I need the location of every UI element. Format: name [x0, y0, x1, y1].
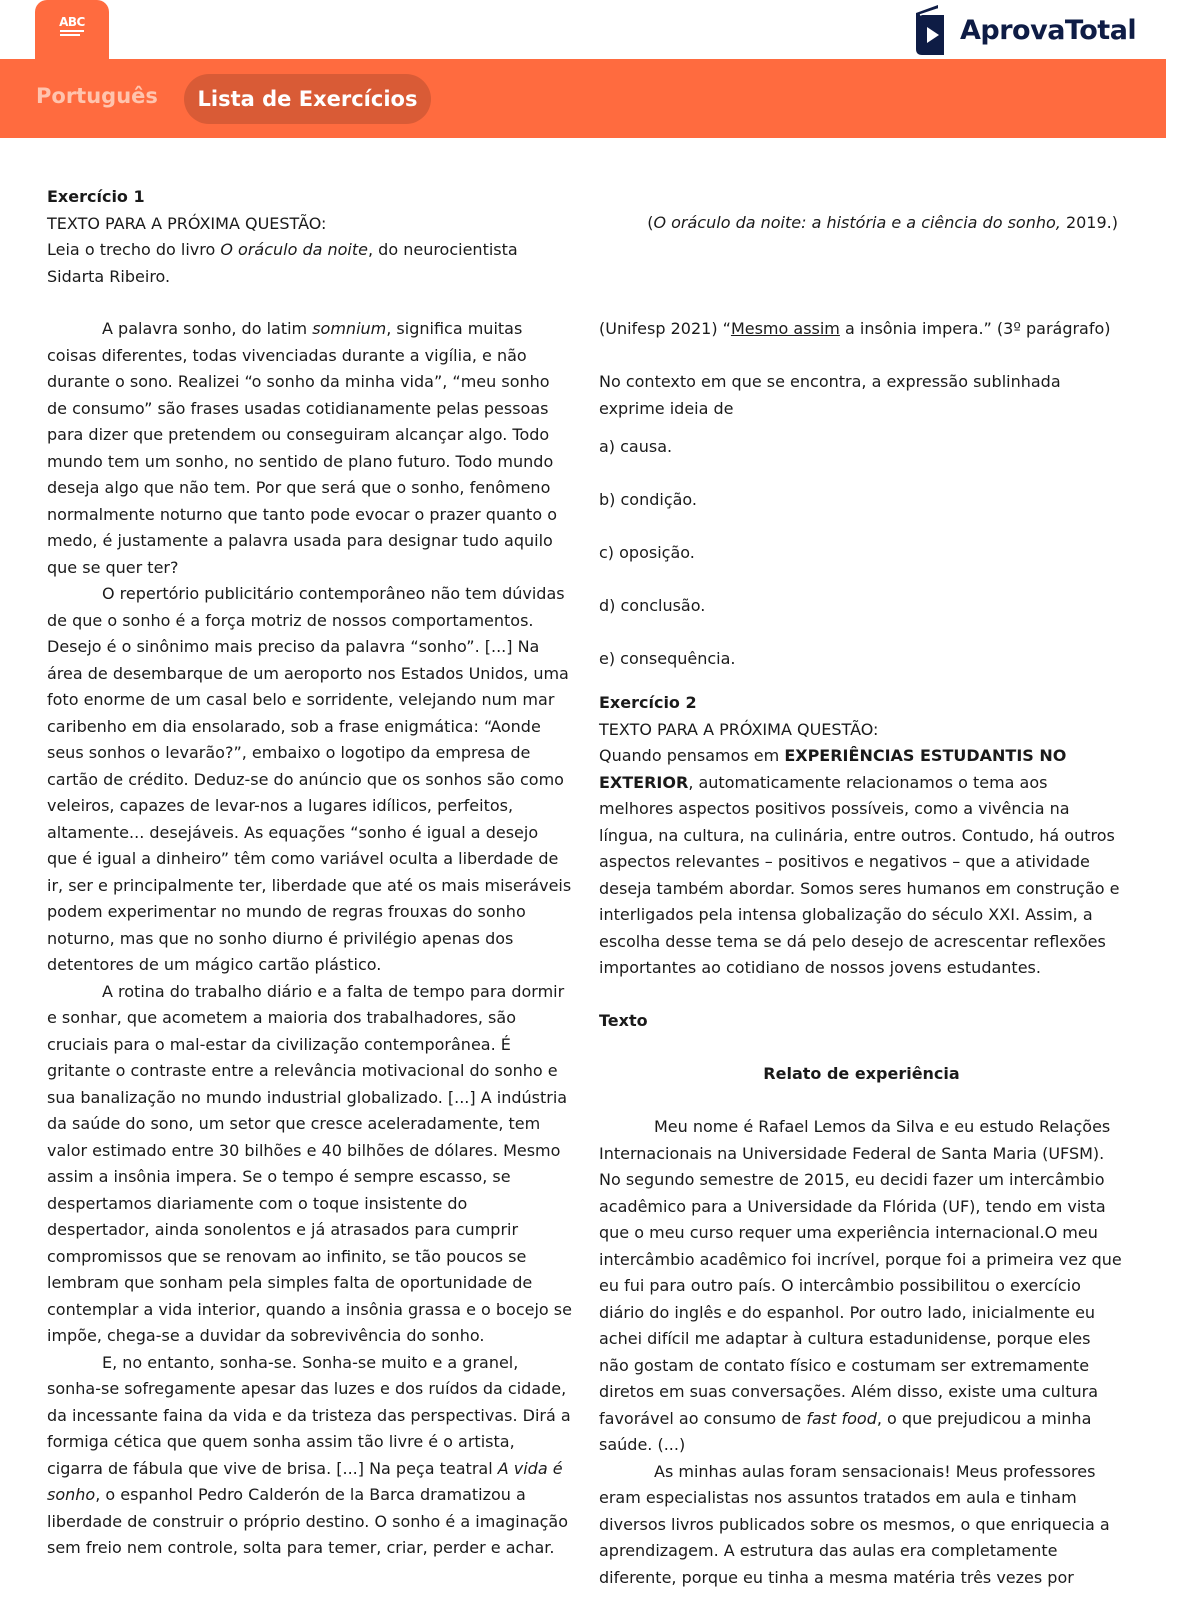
abc-icon-text: ABC	[59, 15, 85, 29]
passage-paragraph-3: A rotina do trabalho diário e a falta de tempo para dormir e sonhar, que acometem a maioria dos trabalhadores, são cruciais para o mal-estar da civilização contemporânea. É gritante o contraste entre a relevância motivacional do sonho e sua banalização no mundo industrial globalizado. [...] A indústria da saúde do sono, um setor que cresce aceleradamente, tem valor estimado entre 30 bilhões e 40 bilhões de dólares. Mesmo assim a insônia impera. Se o tempo é sempre escasso, se despertamos diariamente com o toque insistente do despertador, ainda sonolentos e já atrasados para cumprir compromissos que se renovam ao infinito, se tão poucos se lembram que sonham pela simples falta de oportunidade de contemplar a vida interior, quando a insônia grassa e o bocejo se impõe, chega-se a duvidar da sobrevivência do sonho.	[47, 981, 572, 1345]
header-bar	[0, 59, 1166, 138]
exercise-2-intro-label: TEXTO PARA A PRÓXIMA QUESTÃO:	[599, 719, 879, 739]
text-title: Relato de experiência	[763, 1064, 960, 1083]
option-d[interactable]: d) conclusão.	[599, 596, 706, 615]
text-label: Texto	[599, 1011, 648, 1030]
question-prompt: No contexto em que se encontra, a expressão sublinhada exprime ideia de	[599, 372, 1061, 418]
brand-logo[interactable]	[912, 4, 1136, 56]
relato-paragraph-1: Meu nome é Rafael Lemos da Silva e eu estudo Relações Internacionais na Universidade Federal de Santa Maria (UFSM). No segundo semestre de 2015, eu decidi fazer um intercâmbio acadêmico para a Universidade da Flórida (UF), tendo em vista que o meu curso requer uma experiência internacional.O meu intercâmbio acadêmico foi incrível, porque foi a primeira vez que eu fui para outro país. O intercâmbio possibilitou o exercício diário do inglês e do espanhol. Por outro lado, inicialmente eu achei difícil me adaptar à cultura estadunidense, porque eles não gostam de contato físico e costumam ser extremamente diretos em suas conversações. Além disso, existe uma cultura favorável ao consumo de fast food, o que prejudicou a minha saúde. (...)	[599, 1117, 1122, 1454]
abc-icon	[57, 15, 87, 39]
exercise-1-passage	[47, 316, 572, 1562]
subject-tab[interactable]	[35, 0, 109, 62]
passage-paragraph-4: E, no entanto, sonha-se. Sonha-se muito e a granel, sonha-se sofregamente apesar das luzes e dos ruídos da cidade, da incessante faina da vida e da tristeza das perspectivas. Dirá a formiga cética que quem sonha assim tão livre é o artista, cigarra de fábula que vive de brisa. [...] Na peça teatral A vida é sonho, o espanhol Pedro Calderón de la Barca dramatizou a liberdade de construir o próprio destino. O sonho é a imaginação sem freio nem controle, solta para temer, criar, perder e achar.	[47, 1352, 571, 1557]
answer-options	[599, 434, 1124, 699]
option-e[interactable]: e) consequência.	[599, 649, 736, 668]
exercise-1-intro	[47, 184, 572, 290]
exercise-2-title: Exercício 2	[599, 693, 697, 712]
passage-paragraph-2: O repertório publicitário contemporâneo não tem dúvidas de que o sonho é a força motriz de nossos comportamentos. Desejo é o sinônimo mais preciso da palavra “sonho”. [...] Na área de desembarque de um aeroporto nos Estados Unidos, uma foto enorme de um casal belo e sorridente, velejando num mar caribenho em dia ensolarado, sob a frase enigmática: “Aonde seus sonhos o levarão?”, embaixo o logotipo da empresa de cartão de crédito. Deduz-se do anúncio que os sonhos são como veleiros, capazes de levar-nos a lugares idílicos, perfeitos, altamente... desejáveis. As equações “sonho é igual a desejo que é igual a dinheiro” têm como variável oculta a liberdade de ir, ser e principalmente ter, liberdade que até os mais miseráveis podem experimentar no mundo de regras frouxas do sonho noturno, mas que no sonho diurno é privilégio apenas dos detentores de um mágico cartão plástico.	[47, 584, 572, 974]
exercise-1-intro-label: TEXTO PARA A PRÓXIMA QUESTÃO:	[47, 213, 327, 233]
exercise-2-intro-text: Quando pensamos em EXPERIÊNCIAS ESTUDANTIS NO EXTERIOR, automaticamente relacionamos o tema aos melhores aspectos positivos possíveis, como a vivência na língua, na cultura, na culinária, entre outros. Contudo, há outros aspectos relevantes – positivos e negativos – que a atividade deseja também abordar. Somos seres humanos em construção e interligados pela intensa globalização do século XXI. Assim, a escolha desse tema se dá pelo desejo de acrescentar reflexões importantes ao cotidiano de nossos jovens estudantes.	[599, 746, 1120, 977]
relato-paragraph-2: As minhas aulas foram sensacionais! Meus professores eram especialistas nos assuntos tratados em aula e tinham diversos livros publicados sobre os mesmos, o que enriquecia a aprendizagem. A estrutura das aulas era completamente diferente, porque eu tinha a mesma matéria três vezes por	[599, 1461, 1110, 1587]
brand-name: AprovaTotal	[960, 14, 1137, 46]
breadcrumb-subject[interactable]: Português	[36, 84, 158, 108]
question-source: (Unifesp 2021) “Mesmo assim a insônia impera.” (3º parágrafo)	[599, 319, 1111, 338]
book-play-icon	[912, 5, 948, 55]
option-c[interactable]: c) oposição.	[599, 543, 695, 562]
breadcrumb-current[interactable]: Lista de Exercícios	[184, 74, 431, 124]
exercise-1-intro-text: Leia o trecho do livro O oráculo da noite, do neurocientista Sidarta Ribeiro.	[47, 240, 518, 286]
exercise-1-title: Exercício 1	[47, 187, 145, 206]
option-a[interactable]: a) causa.	[599, 437, 673, 456]
exercise-1-question	[599, 316, 1124, 422]
passage-citation: (O oráculo da noite: a história e a ciência do sonho, 2019.)	[647, 213, 1118, 232]
exercise-2	[599, 690, 1124, 1591]
passage-paragraph-1: A palavra sonho, do latim somnium, significa muitas coisas diferentes, todas vivenciadas durante a vigília, e não durante o sono. Realizei “o sonho da minha vida”, “meu sonho de consumo” são frases usadas cotidianamente pelas pessoas para dizer que pretendem ou conseguiram alcançar algo. Todo mundo tem um sonho, no sentido de plano futuro. Todo mundo deseja algo que não tem. Por que será que o sonho, fenômeno normalmente noturno que tanto pode evocar o prazer quanto o medo, é justamente a palavra usada para designar tudo aquilo que se quer ter?	[47, 319, 557, 577]
option-b[interactable]: b) condição.	[599, 490, 698, 509]
